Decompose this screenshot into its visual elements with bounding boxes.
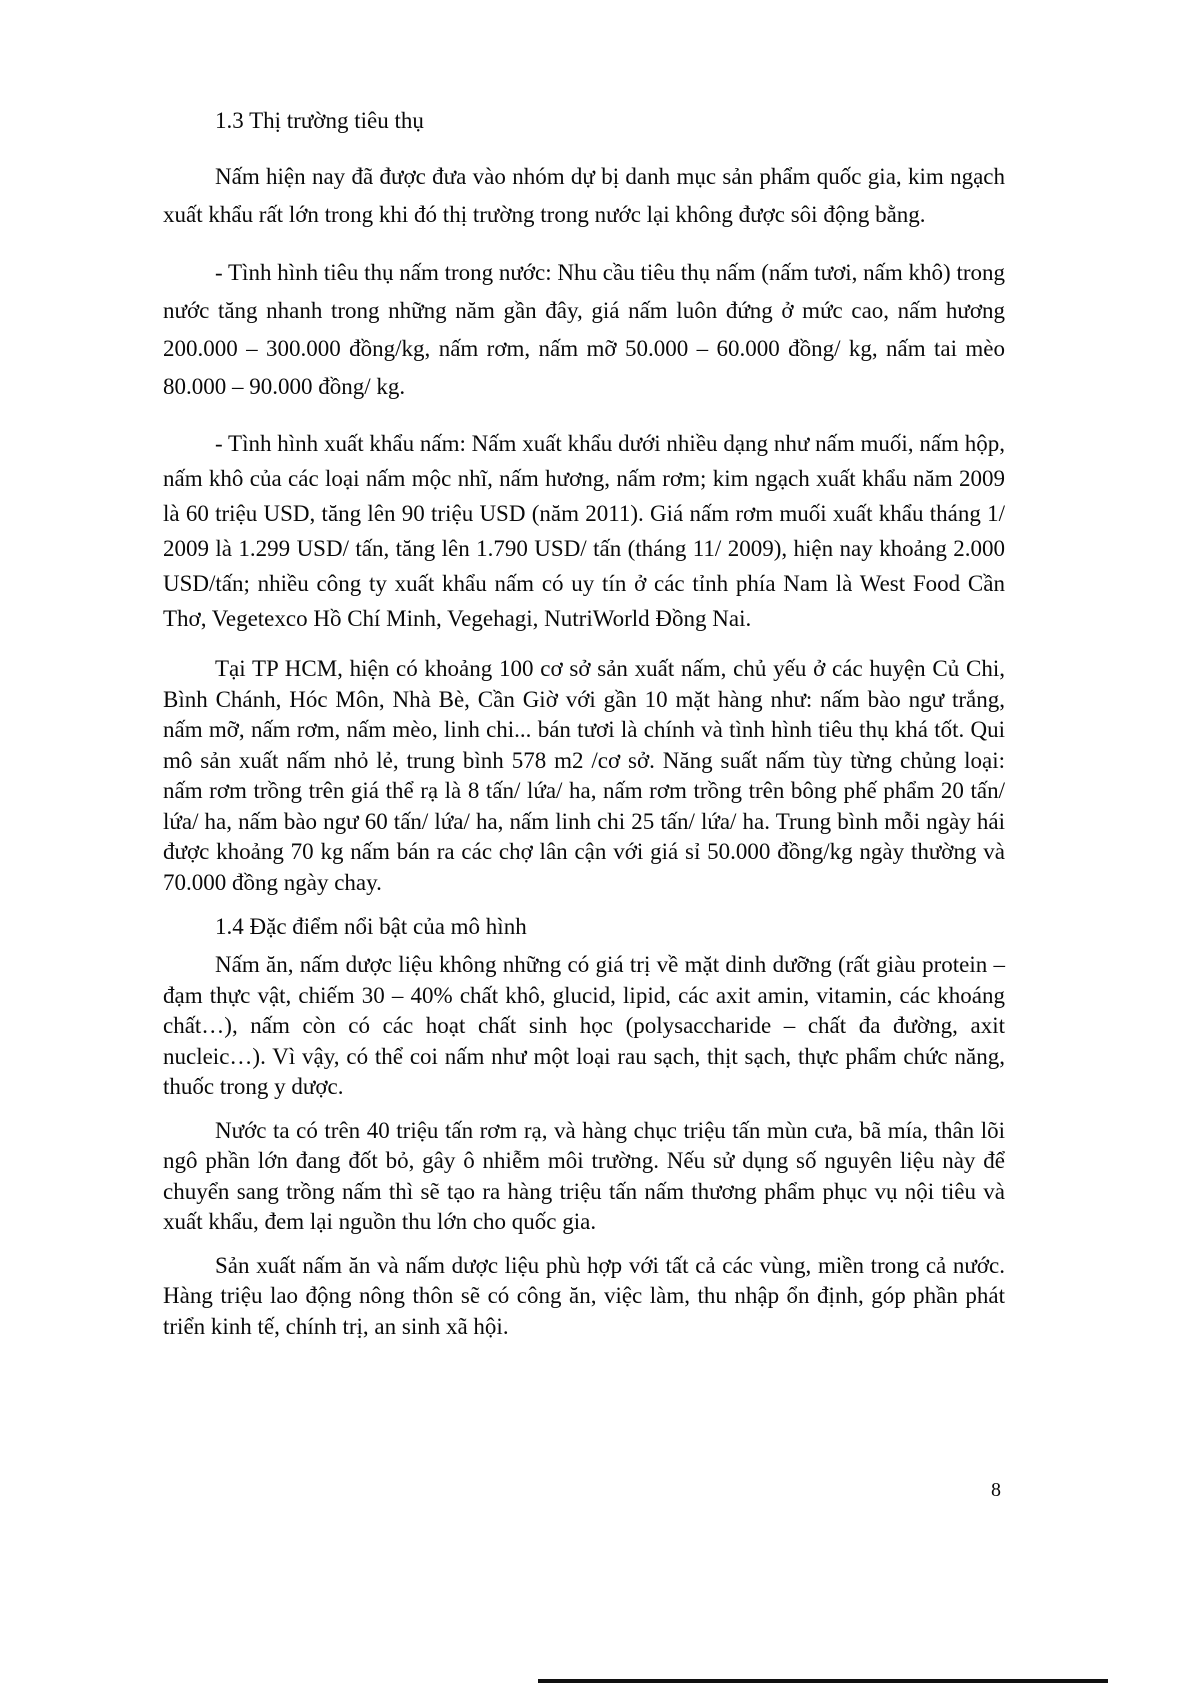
section-heading-1-3: 1.3 Thị trường tiêu thụ — [215, 108, 424, 133]
bottom-edge-line — [538, 1679, 1108, 1683]
paragraph: Sản xuất nấm ăn và nấm dược liệu phù hợp với tất cả các vùng, miền trong cả nước. Hàng triệu lao động nông thôn sẽ có công ăn, việc làm, thu nhập ổn định, góp phần phát triển kinh tế, chính trị, an sinh xã hội. — [163, 1252, 1005, 1339]
section-heading-1-4: 1.4 Đặc điểm nổi bật của mô hình — [215, 914, 527, 939]
paragraph: - Tình hình tiêu thụ nấm trong nước: Nhu cầu tiêu thụ nấm (nấm tươi, nấm khô) trong nước tăng nhanh trong những năm gần đây, giá nấm luôn đứng ở mức cao, nấm hương 200.000 – 300.000 đồng/kg, nấm rơm, nấm mỡ 50.000 – 60.000 đồng/ kg, nấm tai mèo 80.000 – 90.000 đồng/ kg. — [163, 260, 1005, 399]
paragraph: Nước ta có trên 40 triệu tấn rơm rạ, và hàng chục triệu tấn mùn cưa, bã mía, thân lõi ngô phần lớn đang đốt bỏ, gây ô nhiễm môi trường. Nếu sử dụng số nguyên liệu này để chuyển sang trồng nấm thì sẽ tạo ra hàng triệu tấn nấm thương phẩm phục vụ nội tiêu và xuất khẩu, đem lại nguồn thu lớn cho quốc gia. — [163, 1117, 1005, 1234]
document-body — [163, 102, 1005, 1355]
page-number: 8 — [991, 1479, 1001, 1501]
paragraph: Tại TP HCM, hiện có khoảng 100 cơ sở sản xuất nấm, chủ yếu ở các huyện Củ Chi, Bình Chánh, Hóc Môn, Nhà Bè, Cần Giờ với gần 10 mặt hàng như: nấm bào ngư trắng, nấm mỡ, nấm rơm, nấm mèo, linh chi... bán tươi là chính và tình hình tiêu thụ khá tốt. Qui mô sản xuất nấm nhỏ lẻ, trung bình 578 m2 /cơ sở. Năng suất nấm tùy từng chủng loại: nấm rơm trồng trên giá thể rạ là 8 tấn/ lứa/ ha, nấm rơm trồng trên bông phế phẩm 20 tấn/ lứa/ ha, nấm bào ngư 60 tấn/ lứa/ ha, nấm linh chi 25 tấn/ lứa/ ha. Trung bình mỗi ngày hái được khoảng 70 kg nấm bán ra các chợ lân cận với giá sỉ 50.000 đồng/kg ngày thường và 70.000 đồng ngày chay. — [163, 656, 1005, 895]
paragraph: Nấm ăn, nấm dược liệu không những có giá trị về mặt dinh dưỡng (rất giàu protein – đạm thực vật, chiếm 30 – 40% chất khô, glucid, lipid, các axit amin, vitamin, các khoáng chất…), nấm còn có các hoạt chất sinh học (polysaccharide – chất đa đường, axit nucleic…). Vì vậy, có thể coi nấm như một loại rau sạch, thịt sạch, thực phẩm chức năng, thuốc trong y dược. — [163, 952, 1005, 1099]
paragraph: - Tình hình xuất khẩu nấm: Nấm xuất khẩu dưới nhiều dạng như nấm muối, nấm hộp, nấm khô của các loại nấm mộc nhĩ, nấm hương, nấm rơm; kim ngạch xuất khẩu năm 2009 là 60 triệu USD, tăng lên 90 triệu USD (năm 2011). Giá nấm rơm muối xuất khẩu tháng 1/ 2009 là 1.299 USD/ tấn, tăng lên 1.790 USD/ tấn (tháng 11/ 2009), hiện nay khoảng 2.000 USD/tấn; nhiều công ty xuất khẩu nấm có uy tín ở các tỉnh phía Nam là West Food Cần Thơ, Vegetexco Hồ Chí Minh, Vegehagi, NutriWorld Đồng Nai. — [163, 431, 1005, 631]
paragraph: Nấm hiện nay đã được đưa vào nhóm dự bị danh mục sản phẩm quốc gia, kim ngạch xuất khẩu rất lớn trong khi đó thị trường trong nước lại không được sôi động bằng. — [163, 164, 1005, 227]
